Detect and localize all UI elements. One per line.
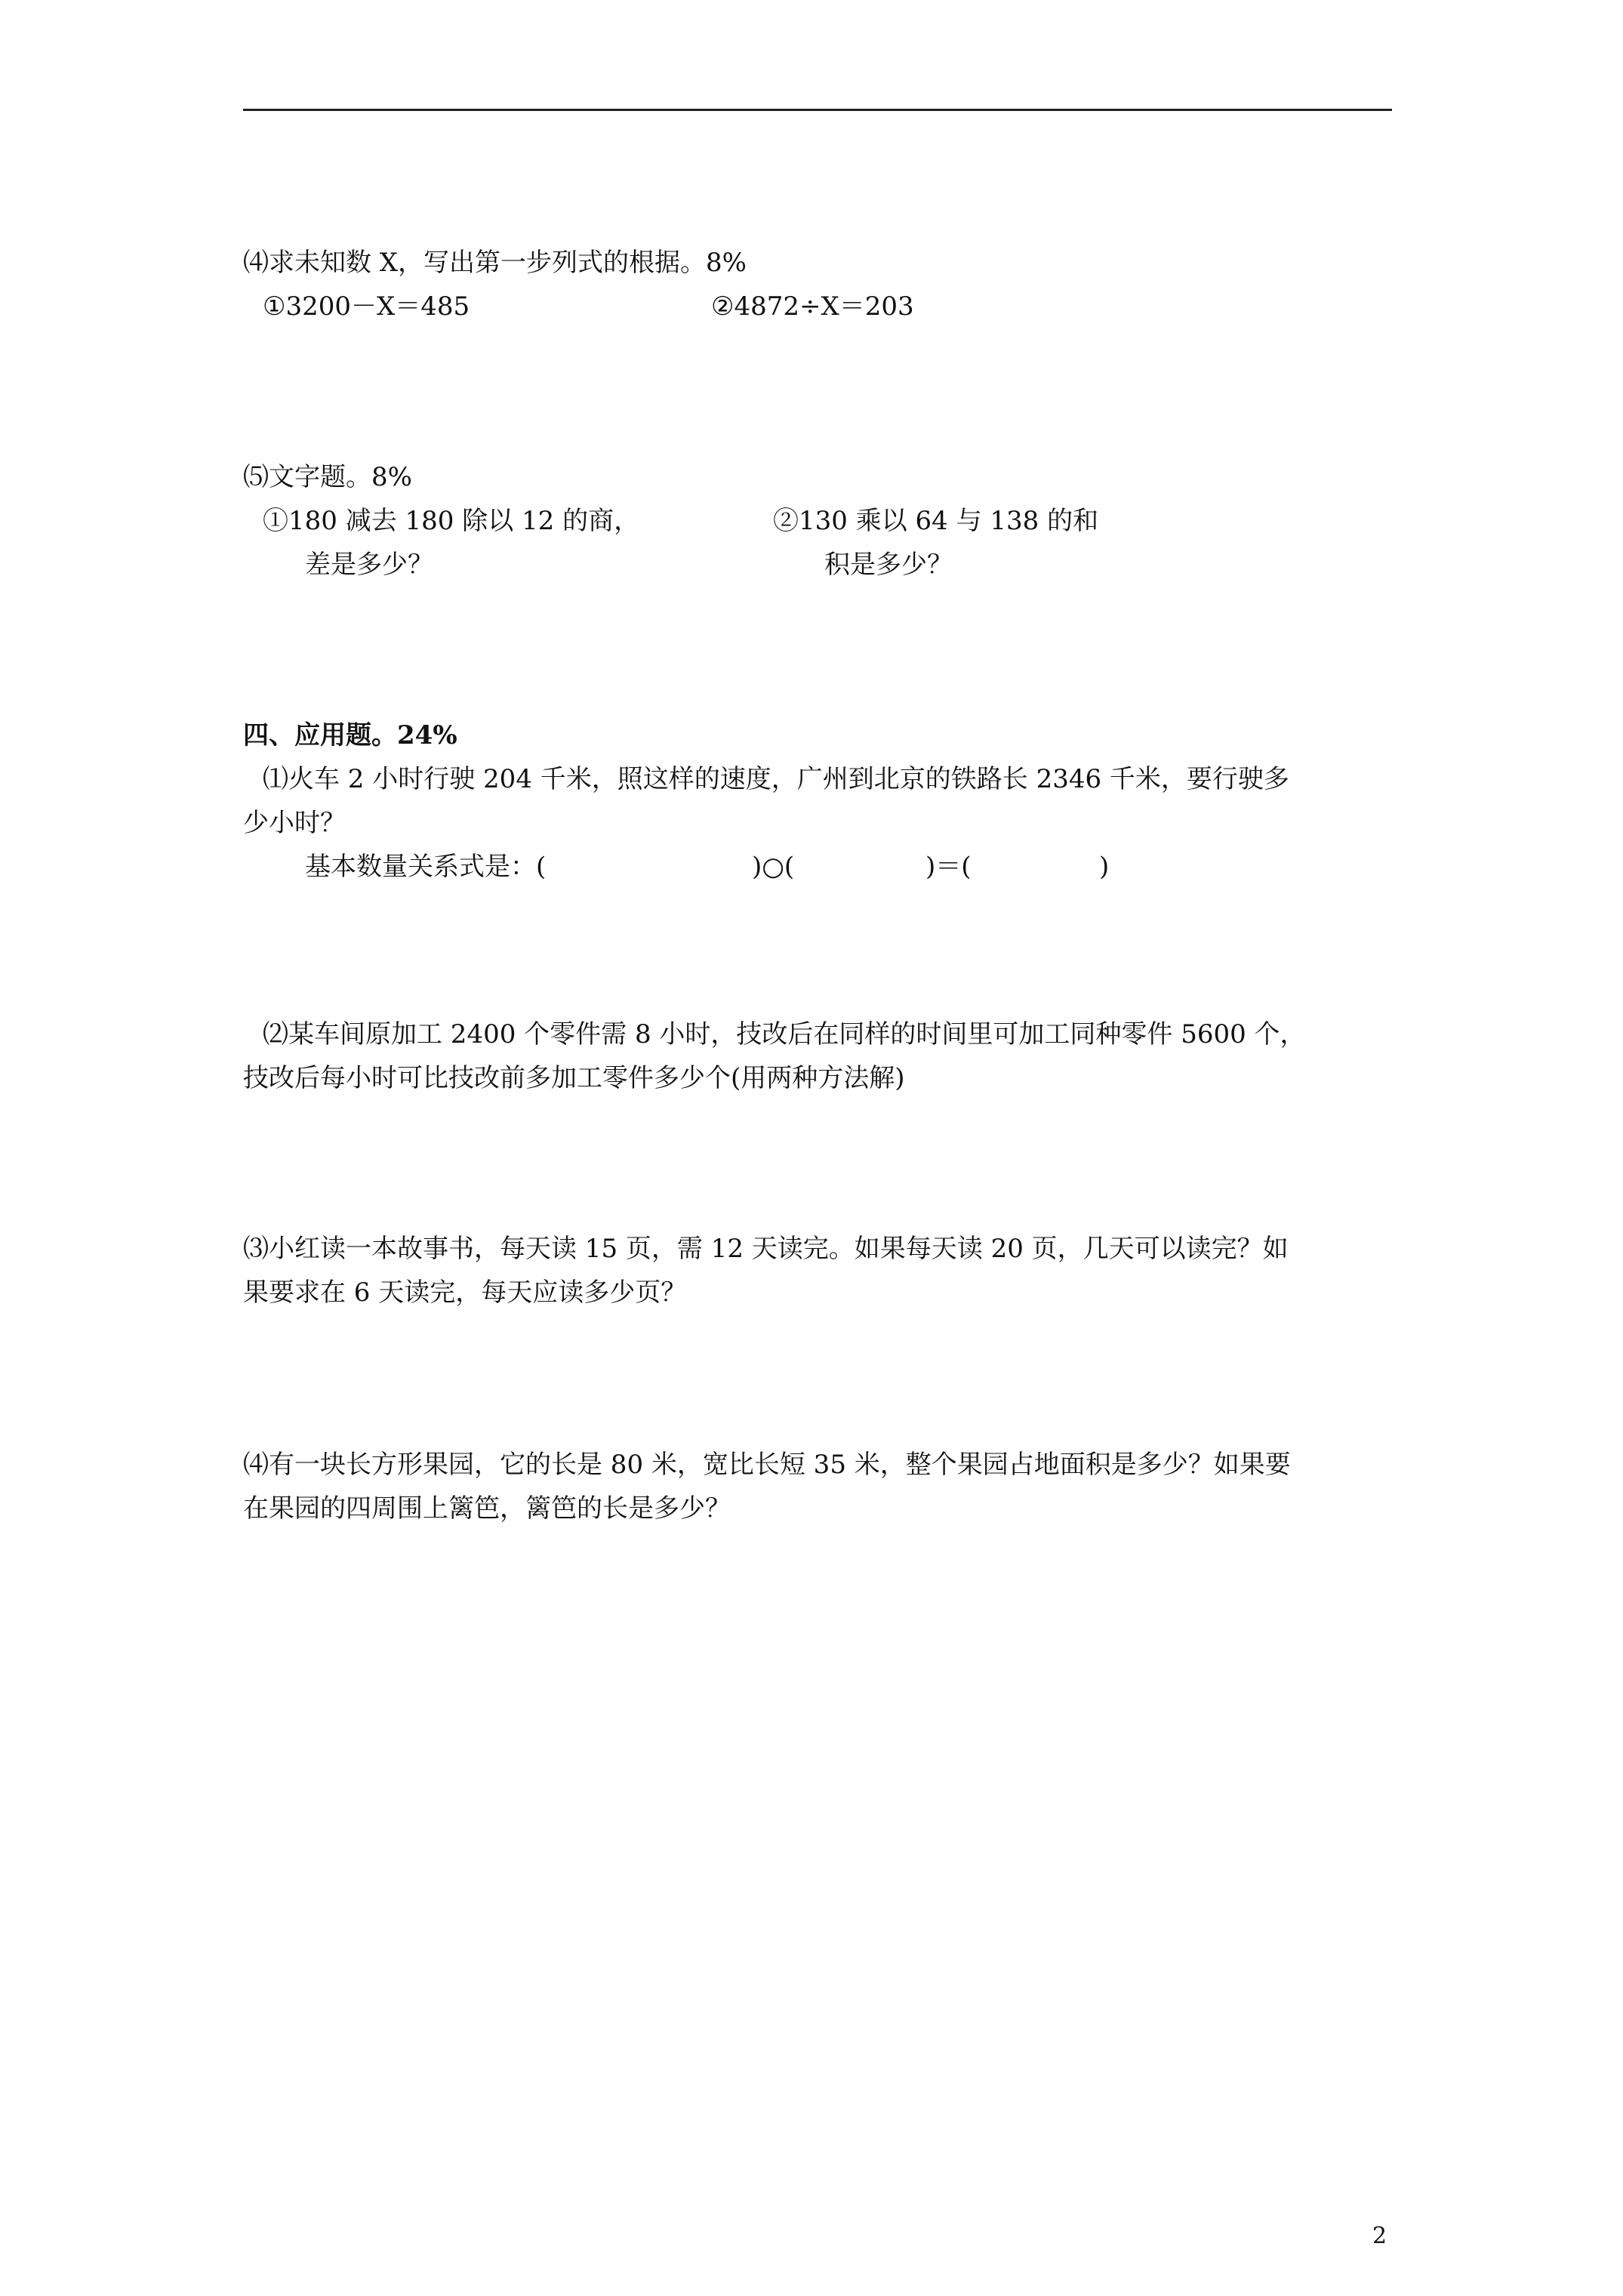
app-problem-4-line-2: 在果园的四周围上篱笆，篱笆的长是多少？ xyxy=(243,1493,731,1524)
app-problem-2-line-1: ⑵某车间原加工 2400 个零件需 8 小时，技改后在同样的时间里可加工同种零件 5600 个， xyxy=(263,1019,1306,1049)
app-problem-1-line-1: ⑴火车 2 小时行驶 204 千米，照这样的速度，广州到北京的铁路长 2346 千米，要行驶多 xyxy=(263,764,1289,794)
q4-equation-2: ②4872÷X＝203 xyxy=(711,291,914,322)
q4-title: ⑷求未知数 X，写出第一步列式的根据。8% xyxy=(243,248,747,278)
relation-mid-1: )○( xyxy=(752,852,795,882)
app-problem-1-line-2: 少小时？ xyxy=(243,808,346,838)
relation-mid-2: )＝( xyxy=(925,852,972,882)
app-problem-4-line-1: ⑷有一块长方形果园，它的长是 80 米，宽比长短 35 米，整个果园占地面积是多少？如果要 xyxy=(243,1450,1291,1480)
q5-problem-1-line-1: ①180 减去 180 除以 12 的商， xyxy=(263,506,640,536)
app-problem-3-line-1: ⑶小红读一本故事书，每天读 15 页，需 12 天读完。如果每天读 20 页，几天可以读完？如 xyxy=(243,1234,1289,1264)
q5-problem-2-line-1: ②130 乘以 64 与 138 的和 xyxy=(773,506,1099,536)
header-rule xyxy=(243,109,1392,111)
q5-title: ⑸文字题。8% xyxy=(243,462,412,492)
relation-prefix: 基本数量关系式是：( xyxy=(305,852,547,882)
section-4-title: 四、应用题。24% xyxy=(243,720,457,750)
app-problem-2-line-2: 技改后每小时可比技改前多加工零件多少个(用两种方法解) xyxy=(243,1063,905,1093)
app-problem-3-line-2: 果要求在 6 天读完，每天应读多少页？ xyxy=(243,1277,687,1308)
q5-problem-2-line-2: 积是多少？ xyxy=(824,550,953,580)
q5-problem-1-line-2: 差是多少？ xyxy=(305,550,433,580)
relation-end: ) xyxy=(1099,852,1110,882)
q4-equation-1: ①3200－X＝485 xyxy=(263,291,470,322)
page-number: 2 xyxy=(1372,2223,1387,2249)
